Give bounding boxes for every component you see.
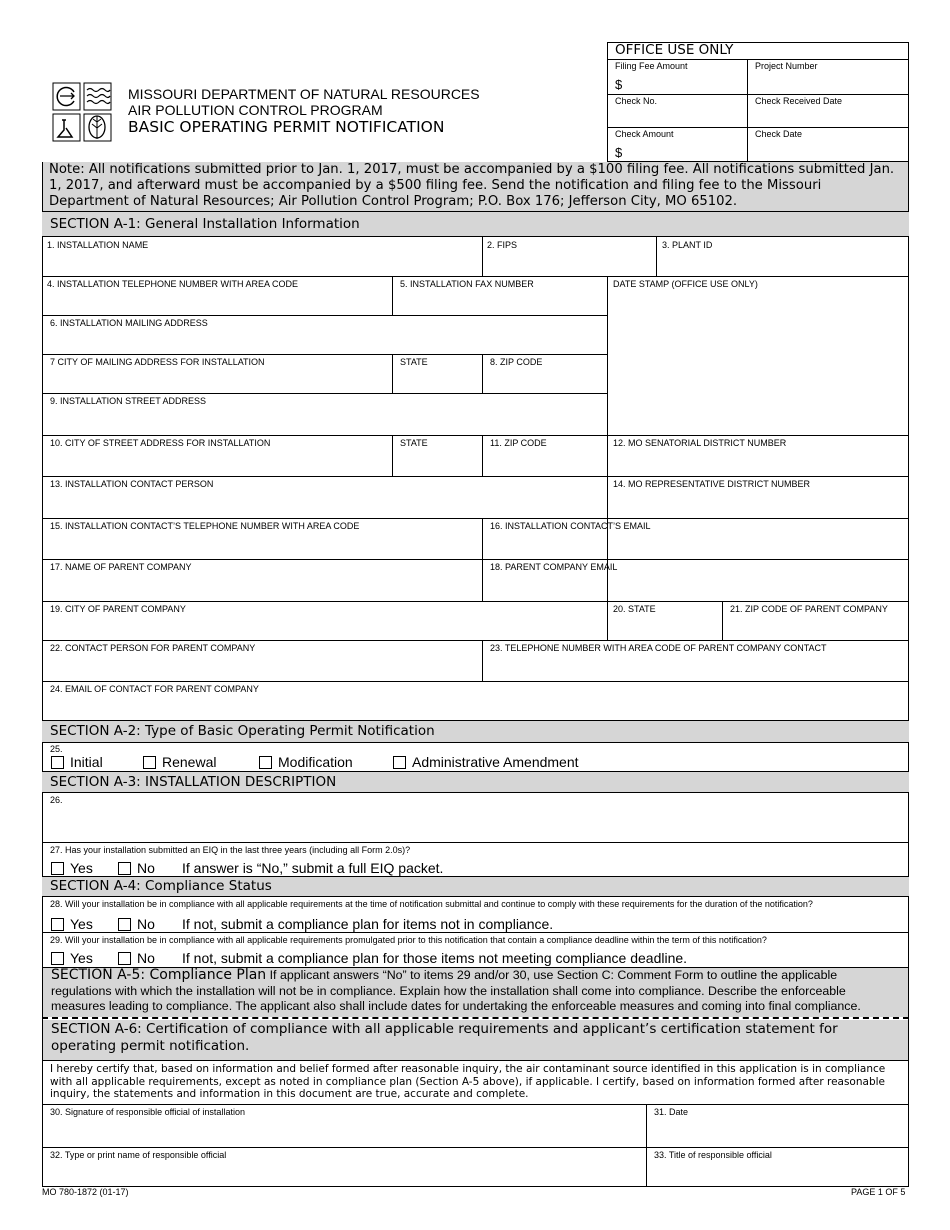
street-zip-field[interactable] — [483, 450, 606, 475]
filing-fee-label: Filing Fee Amount — [615, 61, 688, 71]
section-a2-header: SECTION A-2: Type of Basic Operating Permit Notification — [42, 721, 909, 742]
fips-field[interactable] — [483, 252, 655, 275]
parent-zip-field[interactable] — [723, 615, 908, 639]
mailing-city-field[interactable] — [43, 368, 391, 392]
q29-note: If not, submit a compliance plan for those items not meeting compliance deadline. — [182, 950, 688, 966]
parent-state-field[interactable] — [608, 615, 721, 639]
section-a5-title: SECTION A-5: Compliance Plan — [51, 968, 267, 983]
installation-phone-label: 4. INSTALLATION TELEPHONE NUMBER WITH AREA CODE — [47, 279, 299, 289]
parent-state-label: 20. STATE — [613, 604, 656, 614]
date-stamp-label: DATE STAMP (OFFICE USE ONLY) — [613, 279, 758, 289]
q29-yes[interactable]: Yes — [51, 950, 93, 966]
installation-name-label: 1. INSTALLATION NAME — [47, 240, 149, 250]
contact-person-label: 13. INSTALLATION CONTACT PERSON — [50, 479, 214, 489]
parent-city-label: 19. CITY OF PARENT COMPANY — [50, 604, 186, 614]
check-amount-label: Check Amount — [615, 129, 674, 139]
contact-email-field[interactable] — [483, 532, 908, 558]
installation-description-field[interactable] — [43, 807, 908, 841]
street-state-field[interactable] — [393, 450, 481, 475]
street-city-label: 10. CITY OF STREET ADDRESS FOR INSTALLATION — [50, 438, 271, 448]
q29-no-checkbox[interactable] — [118, 952, 131, 965]
filing-fee-dollar: $ — [615, 77, 623, 92]
check-received-label: Check Received Date — [755, 96, 843, 106]
check-date-label: Check Date — [755, 129, 803, 139]
street-zip-label: 11. ZIP CODE — [490, 438, 547, 448]
senatorial-district-label: 12. MO SENATORIAL DISTRICT NUMBER — [613, 438, 787, 448]
street-city-field[interactable] — [43, 450, 391, 475]
q27-yes[interactable]: Yes — [51, 860, 93, 876]
installation-phone-field[interactable] — [43, 290, 391, 314]
option-initial[interactable]: Initial — [51, 754, 103, 770]
item-29-label: 29. Will your installation be in compliance with all applicable requirements promulgated prior to this notification that contain a compliance deadline within the term of this notification? — [50, 935, 767, 945]
check-no-label: Check No. — [615, 96, 658, 106]
parent-company-label: 17. NAME OF PARENT COMPANY — [50, 562, 192, 572]
modification-checkbox[interactable] — [259, 756, 272, 769]
contact-phone-field[interactable] — [43, 532, 481, 558]
parent-zip-label: 21. ZIP CODE OF PARENT COMPANY — [730, 604, 888, 614]
mailing-address-label: 6. INSTALLATION MAILING ADDRESS — [50, 318, 208, 328]
signature-field[interactable] — [43, 1118, 645, 1146]
signature-label: 30. Signature of responsible official of installation — [50, 1107, 245, 1117]
option-modification[interactable]: Modification — [259, 754, 353, 770]
installation-fax-label: 5. INSTALLATION FAX NUMBER — [400, 279, 534, 289]
mailing-zip-field[interactable] — [483, 368, 606, 392]
contact-phone-label: 15. INSTALLATION CONTACT’S TELEPHONE NUMBER WITH AREA CODE — [50, 521, 360, 531]
mailing-state-field[interactable] — [393, 368, 481, 392]
q28-yes[interactable]: Yes — [51, 916, 93, 932]
date-field[interactable] — [647, 1118, 908, 1146]
parent-contact-phone-label: 23. TELEPHONE NUMBER WITH AREA CODE OF PARENT COMPANY CONTACT — [490, 643, 827, 653]
form-number: MO 780-1872 (01-17) — [42, 1187, 129, 1197]
section-a5-block — [43, 968, 908, 1017]
plant-id-field[interactable] — [657, 252, 908, 275]
official-name-label: 32. Type or print name of responsible official — [50, 1150, 227, 1160]
mailing-zip-label: 8. ZIP CODE — [490, 357, 543, 367]
q29-no[interactable]: No — [118, 950, 155, 966]
item-27-label: 27. Has your installation submitted an EIQ in the last three years (including all Form 2.0s)? — [50, 845, 411, 855]
representative-district-field[interactable] — [608, 491, 908, 517]
contact-email-label: 16. INSTALLATION CONTACT’S EMAIL — [490, 521, 651, 531]
administrative-amendment-checkbox[interactable] — [393, 756, 406, 769]
q27-note: If answer is “No,” submit a full EIQ packet. — [182, 860, 444, 876]
section-a3-header: SECTION A-3: INSTALLATION DESCRIPTION — [42, 772, 909, 792]
q27-yes-checkbox[interactable] — [51, 862, 64, 875]
q28-yes-checkbox[interactable] — [51, 918, 64, 931]
page-number: PAGE 1 OF 5 — [851, 1187, 906, 1197]
q28-note: If not, submit a compliance plan for items not in compliance. — [182, 916, 554, 932]
mailing-state-label: STATE — [400, 357, 428, 367]
mailing-city-label: 7 CITY OF MAILING ADDRESS FOR INSTALLATION — [50, 357, 265, 367]
parent-company-field[interactable] — [43, 574, 481, 600]
official-name-field[interactable] — [43, 1161, 645, 1186]
street-address-label: 9. INSTALLATION STREET ADDRESS — [50, 396, 207, 406]
renewal-checkbox[interactable] — [143, 756, 156, 769]
section-a5-text: If applicant answers “No” to items 29 and/or 30, use Section C: Comment Form to outline the applicable regulations with which the installation will not be in compliance. Explain how the installation shall come into compliance. Describe the enforceable measures leading to compliance. The applicant also shall include dates for undertaking the enforceable measures and coming into final compliance. — [51, 968, 861, 1013]
dnr-logo-icon — [52, 82, 112, 142]
initial-checkbox[interactable] — [51, 756, 64, 769]
q28-no-checkbox[interactable] — [118, 918, 131, 931]
parent-contact-phone-field[interactable] — [483, 655, 908, 680]
official-title-field[interactable] — [647, 1161, 908, 1186]
project-number-label: Project Number — [755, 61, 818, 71]
certification-statement: I hereby certify that, based on information and belief formed after reasonable inquiry, the air contaminant source identified in this application is in compliance with all applicable requirements, except as noted in compliance plan (Section A-5 above), if applicable. I certify, based on information formed after reasonable inquiry, the statements and information in this document are true, accurate and complete. — [50, 1063, 886, 1100]
q27-no[interactable]: No — [118, 860, 155, 876]
section-a4-header: SECTION A-4: Compliance Status — [42, 877, 909, 896]
parent-email-label: 18. PARENT COMPANY EMAIL — [490, 562, 618, 572]
q27-no-checkbox[interactable] — [118, 862, 131, 875]
program-name: AIR POLLUTION CONTROL PROGRAM — [128, 102, 383, 118]
parent-email-field[interactable] — [483, 574, 908, 600]
representative-district-label: 14. MO REPRESENTATIVE DISTRICT NUMBER — [613, 479, 811, 489]
senatorial-district-field[interactable] — [608, 450, 908, 475]
form-title: BASIC OPERATING PERMIT NOTIFICATION — [128, 118, 445, 136]
parent-contact-label: 22. CONTACT PERSON FOR PARENT COMPANY — [50, 643, 256, 653]
street-state-label: STATE — [400, 438, 428, 448]
installation-name-field[interactable] — [43, 252, 481, 275]
q28-no[interactable]: No — [118, 916, 155, 932]
parent-contact-field[interactable] — [43, 655, 481, 680]
fips-label: 2. FIPS — [487, 240, 518, 250]
dnr-logo — [52, 82, 112, 142]
fee-note: Note: All notifications submitted prior to Jan. 1, 2017, must be accompanied by a $100 filing fee. All notifications submitted Jan. 1, 2017, and afterward must be accompanied by a $500 filing fee. Send the notification and filing fee to the Missouri Department of Natural Resources; Air Pollution Control Program; P.O. Box 176; Jefferson City, MO 65102. — [43, 162, 908, 211]
installation-fax-field[interactable] — [393, 290, 606, 314]
item-25-label: 25. — [50, 744, 63, 754]
official-title-label: 33. Title of responsible official — [654, 1150, 772, 1160]
street-address-field[interactable] — [43, 408, 606, 434]
office-use-title: OFFICE USE ONLY — [615, 42, 734, 58]
department-name: MISSOURI DEPARTMENT OF NATURAL RESOURCES — [128, 86, 480, 102]
section-a1-header: SECTION A-1: General Installation Information — [42, 212, 909, 236]
item-26-label: 26. — [50, 795, 63, 805]
parent-contact-email-label: 24. EMAIL OF CONTACT FOR PARENT COMPANY — [50, 684, 259, 694]
option-administrative-amendment[interactable]: Administrative Amendment — [393, 754, 579, 770]
parent-city-field[interactable] — [43, 615, 606, 639]
date-label: 31. Date — [654, 1107, 689, 1117]
section-a6-header: SECTION A-6: Certification of compliance with all applicable requirements and applicant’s certification statement for operating permit notification. — [43, 1020, 908, 1060]
check-amount-dollar: $ — [615, 145, 623, 160]
dashed-divider — [42, 1017, 909, 1019]
contact-person-field[interactable] — [43, 491, 606, 517]
q29-yes-checkbox[interactable] — [51, 952, 64, 965]
item-28-label: 28. Will your installation be in compliance with all applicable requirements at the time of notification submittal and continue to comply with these requirements for the duration of the notification? — [50, 899, 813, 909]
parent-contact-email-field[interactable] — [43, 696, 908, 719]
plant-id-label: 3. PLANT ID — [662, 240, 713, 250]
option-renewal[interactable]: Renewal — [143, 754, 216, 770]
mailing-address-field[interactable] — [43, 330, 606, 353]
